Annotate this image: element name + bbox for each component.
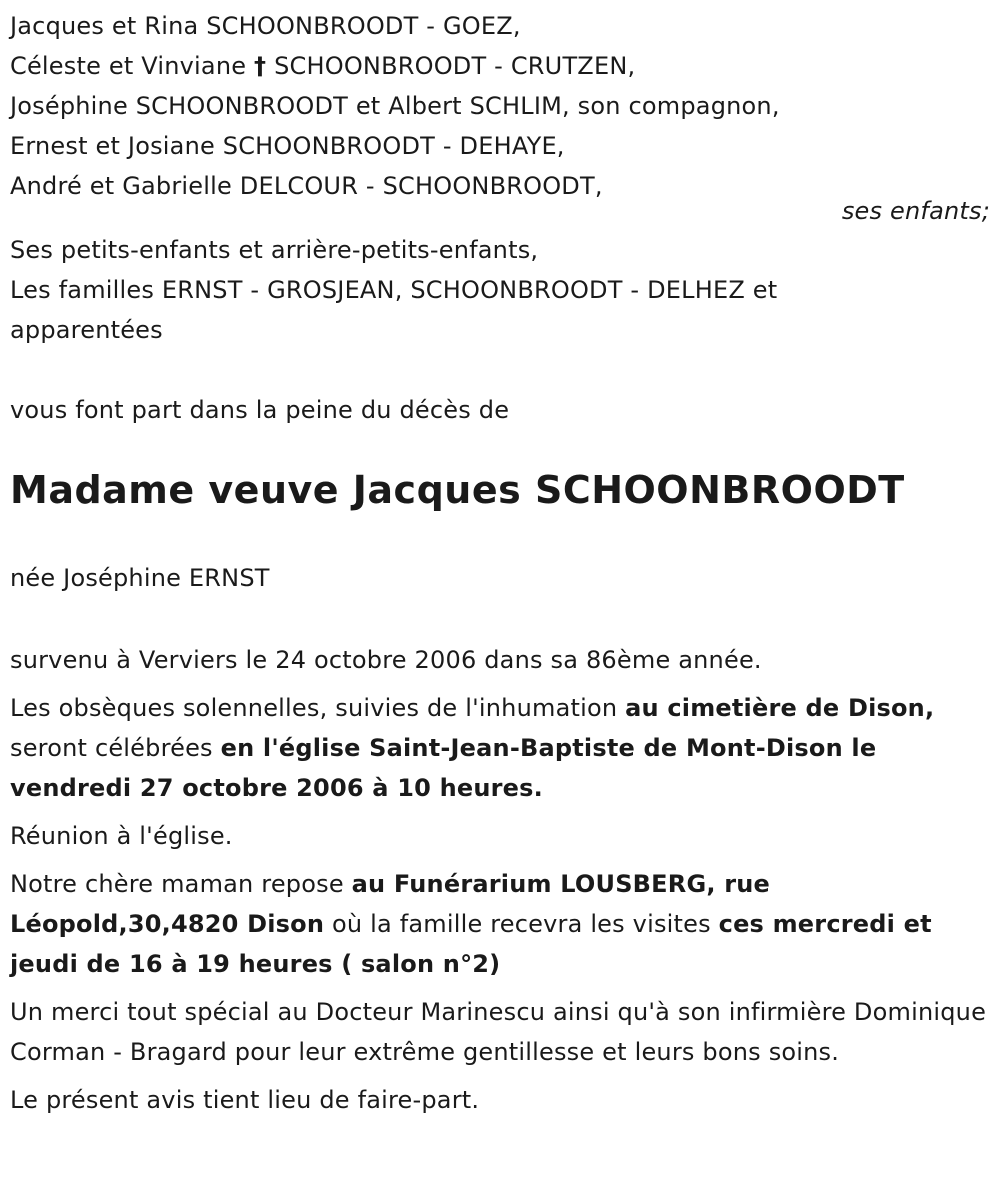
visitation-paragraph: [10, 864, 990, 984]
families-line: Les familles ERNST - GROSJEAN, SCHOONBROODT - DELHEZ et apparentées: [10, 276, 778, 344]
funeral-paragraph: [10, 688, 990, 808]
cross-icon: †: [254, 52, 267, 80]
obituary-notice: [0, 6, 1000, 1185]
child-line-1: Jacques et Rina SCHOONBROODT - GOEZ,: [10, 12, 521, 40]
child-line-3: Joséphine SCHOONBROODT et Albert SCHLIM, son compagnon,: [10, 92, 780, 120]
child-line-5: André et Gabrielle DELCOUR - SCHOONBROODT,: [10, 172, 603, 200]
visitation-hours: ces mercredi et jeudi de 16 à 19 heures ( salon n°2): [10, 910, 932, 978]
death-info: survenu à Verviers le 24 octobre 2006 dans sa 86ème année.: [10, 646, 762, 674]
thanks-paragraph: Un merci tout spécial au Docteur Marinescu ainsi qu'à son infirmière Dominique Corman - Bragard pour leur extrême gentillesse et leurs bons soins.: [10, 998, 987, 1066]
relatives-list: [10, 230, 990, 350]
child-line-2-surname: SCHOONBROODT - CRUTZEN,: [274, 52, 636, 80]
meeting-text: Réunion à l'église.: [10, 822, 233, 850]
children-list: [10, 6, 990, 224]
child-line-2: [10, 46, 990, 86]
funeral-home-address: au Funérarium LOUSBERG, rue Léopold,30,4820 Dison: [10, 870, 771, 938]
child-line-4: Ernest et Josiane SCHOONBROODT - DEHAYE,: [10, 132, 565, 160]
children-role: ses enfants;: [841, 197, 990, 225]
funeral-church-date: en l'église Saint-Jean-Baptiste de Mont-Dison le vendredi 27 octobre 2006 à 10 heures.: [10, 734, 877, 802]
notice-text: Le présent avis tient lieu de faire-part.: [10, 1086, 480, 1114]
funeral-text-a: Les obsèques solennelles, suivies de l'inhumation: [10, 694, 618, 722]
grandchildren-line: Ses petits-enfants et arrière-petits-enfants,: [10, 236, 539, 264]
funeral-text-c: seront célébrées: [10, 734, 213, 762]
visitation-text-c: où la famille recevra les visites: [331, 910, 711, 938]
deceased-name: Madame veuve Jacques SCHOONBROODT: [10, 468, 905, 512]
child-line-2-names: Céleste et Vinviane: [10, 52, 247, 80]
funeral-cemetery: au cimetière de Dison,: [625, 694, 935, 722]
announcement-text: vous font part dans la peine du décès de: [10, 396, 510, 424]
visitation-text-a: Notre chère maman repose: [10, 870, 344, 898]
birth-name: née Joséphine ERNST: [10, 564, 270, 592]
